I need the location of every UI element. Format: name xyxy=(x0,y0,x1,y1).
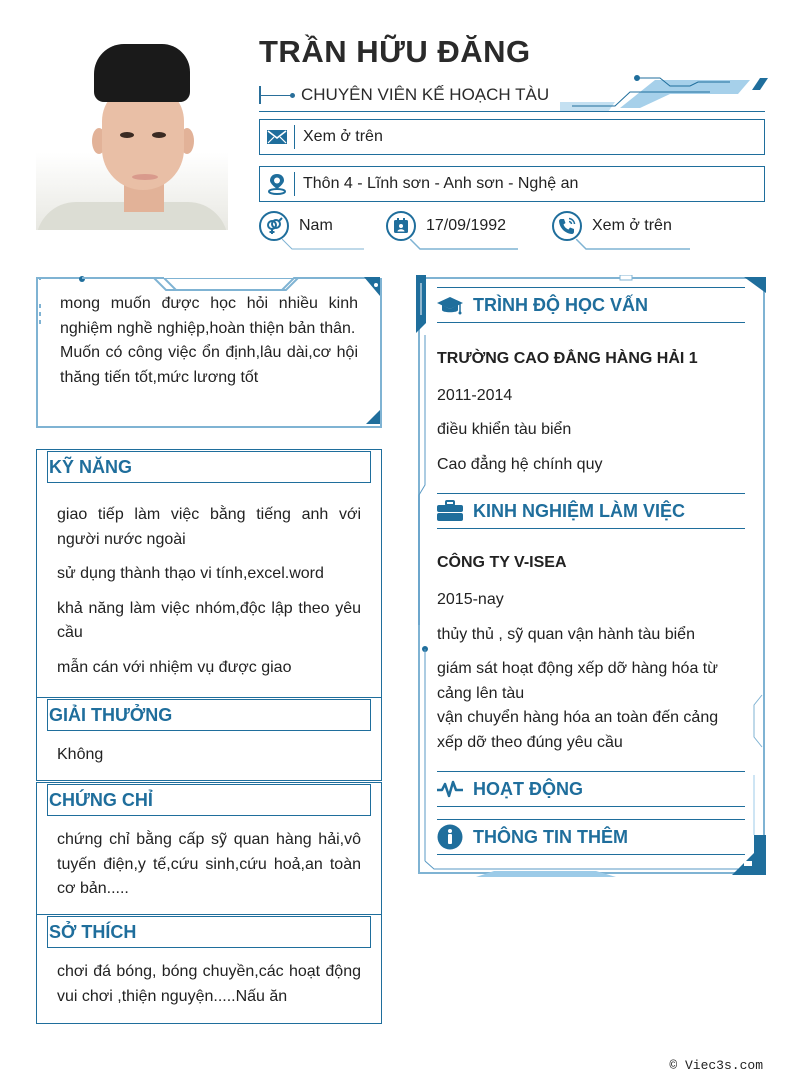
circuit-decoration xyxy=(560,72,770,112)
awards-section xyxy=(36,697,382,781)
gender-underline xyxy=(282,239,366,251)
birthday-underline xyxy=(410,239,520,251)
gender-icon xyxy=(259,211,289,241)
map-pin-icon xyxy=(260,173,294,195)
experience-company: CÔNG TY V-ISEA xyxy=(437,554,567,571)
hobby-item: chơi đá bóng, bóng chuyền,các hoạt động vui chơi ,thiện nguyện.....Nấu ăn xyxy=(57,963,361,1005)
hobbies-heading: SỞ THÍCH xyxy=(47,916,371,948)
phone-icon xyxy=(552,211,582,241)
awards-heading: GIẢI THƯỞNG xyxy=(47,699,371,731)
skill-item: giao tiếp làm việc bằng tiếng anh với người nước ngoài xyxy=(57,506,361,548)
header-divider xyxy=(259,111,765,112)
skill-item: khả năng làm việc nhóm,độc lập theo yêu cầu xyxy=(57,599,361,641)
additional-info-heading xyxy=(437,819,745,855)
phone-value: Xem ở trên xyxy=(592,217,672,234)
briefcase-icon xyxy=(437,500,463,522)
skill-item: mẫn cán với nhiệm vụ được giao xyxy=(57,658,292,676)
hobbies-section xyxy=(36,914,382,1024)
experience-position: thủy thủ , sỹ quan vận hành tàu biển xyxy=(437,626,695,643)
gender-info xyxy=(259,211,333,241)
experience-description-line: giám sát hoạt động xếp dỡ hàng hóa từ cảng lên tàu xyxy=(437,660,718,702)
education-degree: Cao đẳng hệ chính quy xyxy=(437,456,603,473)
pulse-icon xyxy=(437,779,463,799)
graduation-cap-icon xyxy=(437,295,463,315)
objective-text xyxy=(60,292,358,390)
gender-value: Nam xyxy=(299,217,333,234)
certificates-heading: CHỨNG CHỈ xyxy=(47,784,371,816)
phone-info xyxy=(552,211,672,241)
profile-photo xyxy=(36,36,228,230)
job-title: CHUYÊN VIÊN KẾ HOẠCH TÀU xyxy=(301,85,550,104)
birthday-value: 17/09/1992 xyxy=(426,217,507,234)
address-value: Thôn 4 - Lĩnh sơn - Anh sơn - Nghệ an xyxy=(303,175,579,192)
experience-description xyxy=(437,657,745,755)
education-school: TRƯỜNG CAO ĐẲNG HÀNG HẢI 1 xyxy=(437,350,698,367)
objective-line: Muốn có công việc ổn định,lâu dài,cơ hội thăng tiến tốt,mức lương tốt xyxy=(60,344,358,386)
activities-heading xyxy=(437,771,745,807)
skills-section xyxy=(36,449,382,698)
certificate-item: chứng chỉ bằng cấp sỹ quan hàng hải,vô tuyến điện,y tế,cứu sinh,cứu hoả,an toàn cơ bản..... xyxy=(57,831,361,897)
skills-heading: KỸ NĂNG xyxy=(47,451,371,483)
additional-info-title: THÔNG TIN THÊM xyxy=(473,826,628,847)
title-line-decoration xyxy=(260,95,292,96)
experience-description-line: vận chuyển hàng hóa an toàn đến cảng xếp dỡ theo đúng yêu cầu xyxy=(437,709,719,751)
email-value: Xem ở trên xyxy=(303,128,383,145)
email-row xyxy=(259,119,765,155)
skill-item: sử dụng thành thạo vi tính,excel.word xyxy=(57,565,324,582)
certificates-section xyxy=(36,782,382,915)
candidate-name: TRẦN HỮU ĐĂNG xyxy=(259,34,531,69)
experience-period: 2015-nay xyxy=(437,591,504,608)
address-row xyxy=(259,166,765,202)
experience-title: KINH NGHIỆM LÀM VIỆC xyxy=(473,500,686,521)
phone-underline xyxy=(576,239,692,251)
education-title: TRÌNH ĐỘ HỌC VẤN xyxy=(473,294,648,315)
activities-title: HOẠT ĐỘNG xyxy=(473,778,583,799)
calendar-icon xyxy=(386,211,416,241)
education-major: điều khiển tàu biển xyxy=(437,421,572,438)
birthday-info xyxy=(386,211,506,241)
title-dot-decoration xyxy=(290,93,295,98)
info-icon xyxy=(437,824,463,850)
education-period: 2011-2014 xyxy=(437,387,513,404)
award-item: Không xyxy=(57,746,104,763)
objective-line: mong muốn được học hỏi nhiều kinh nghiệm nghề nghiệp,hoàn thiện bản thân. xyxy=(60,295,358,337)
experience-heading xyxy=(437,493,745,529)
education-heading xyxy=(437,287,745,323)
envelope-icon xyxy=(260,130,294,144)
watermark: © Viec3s.com xyxy=(669,1058,763,1073)
